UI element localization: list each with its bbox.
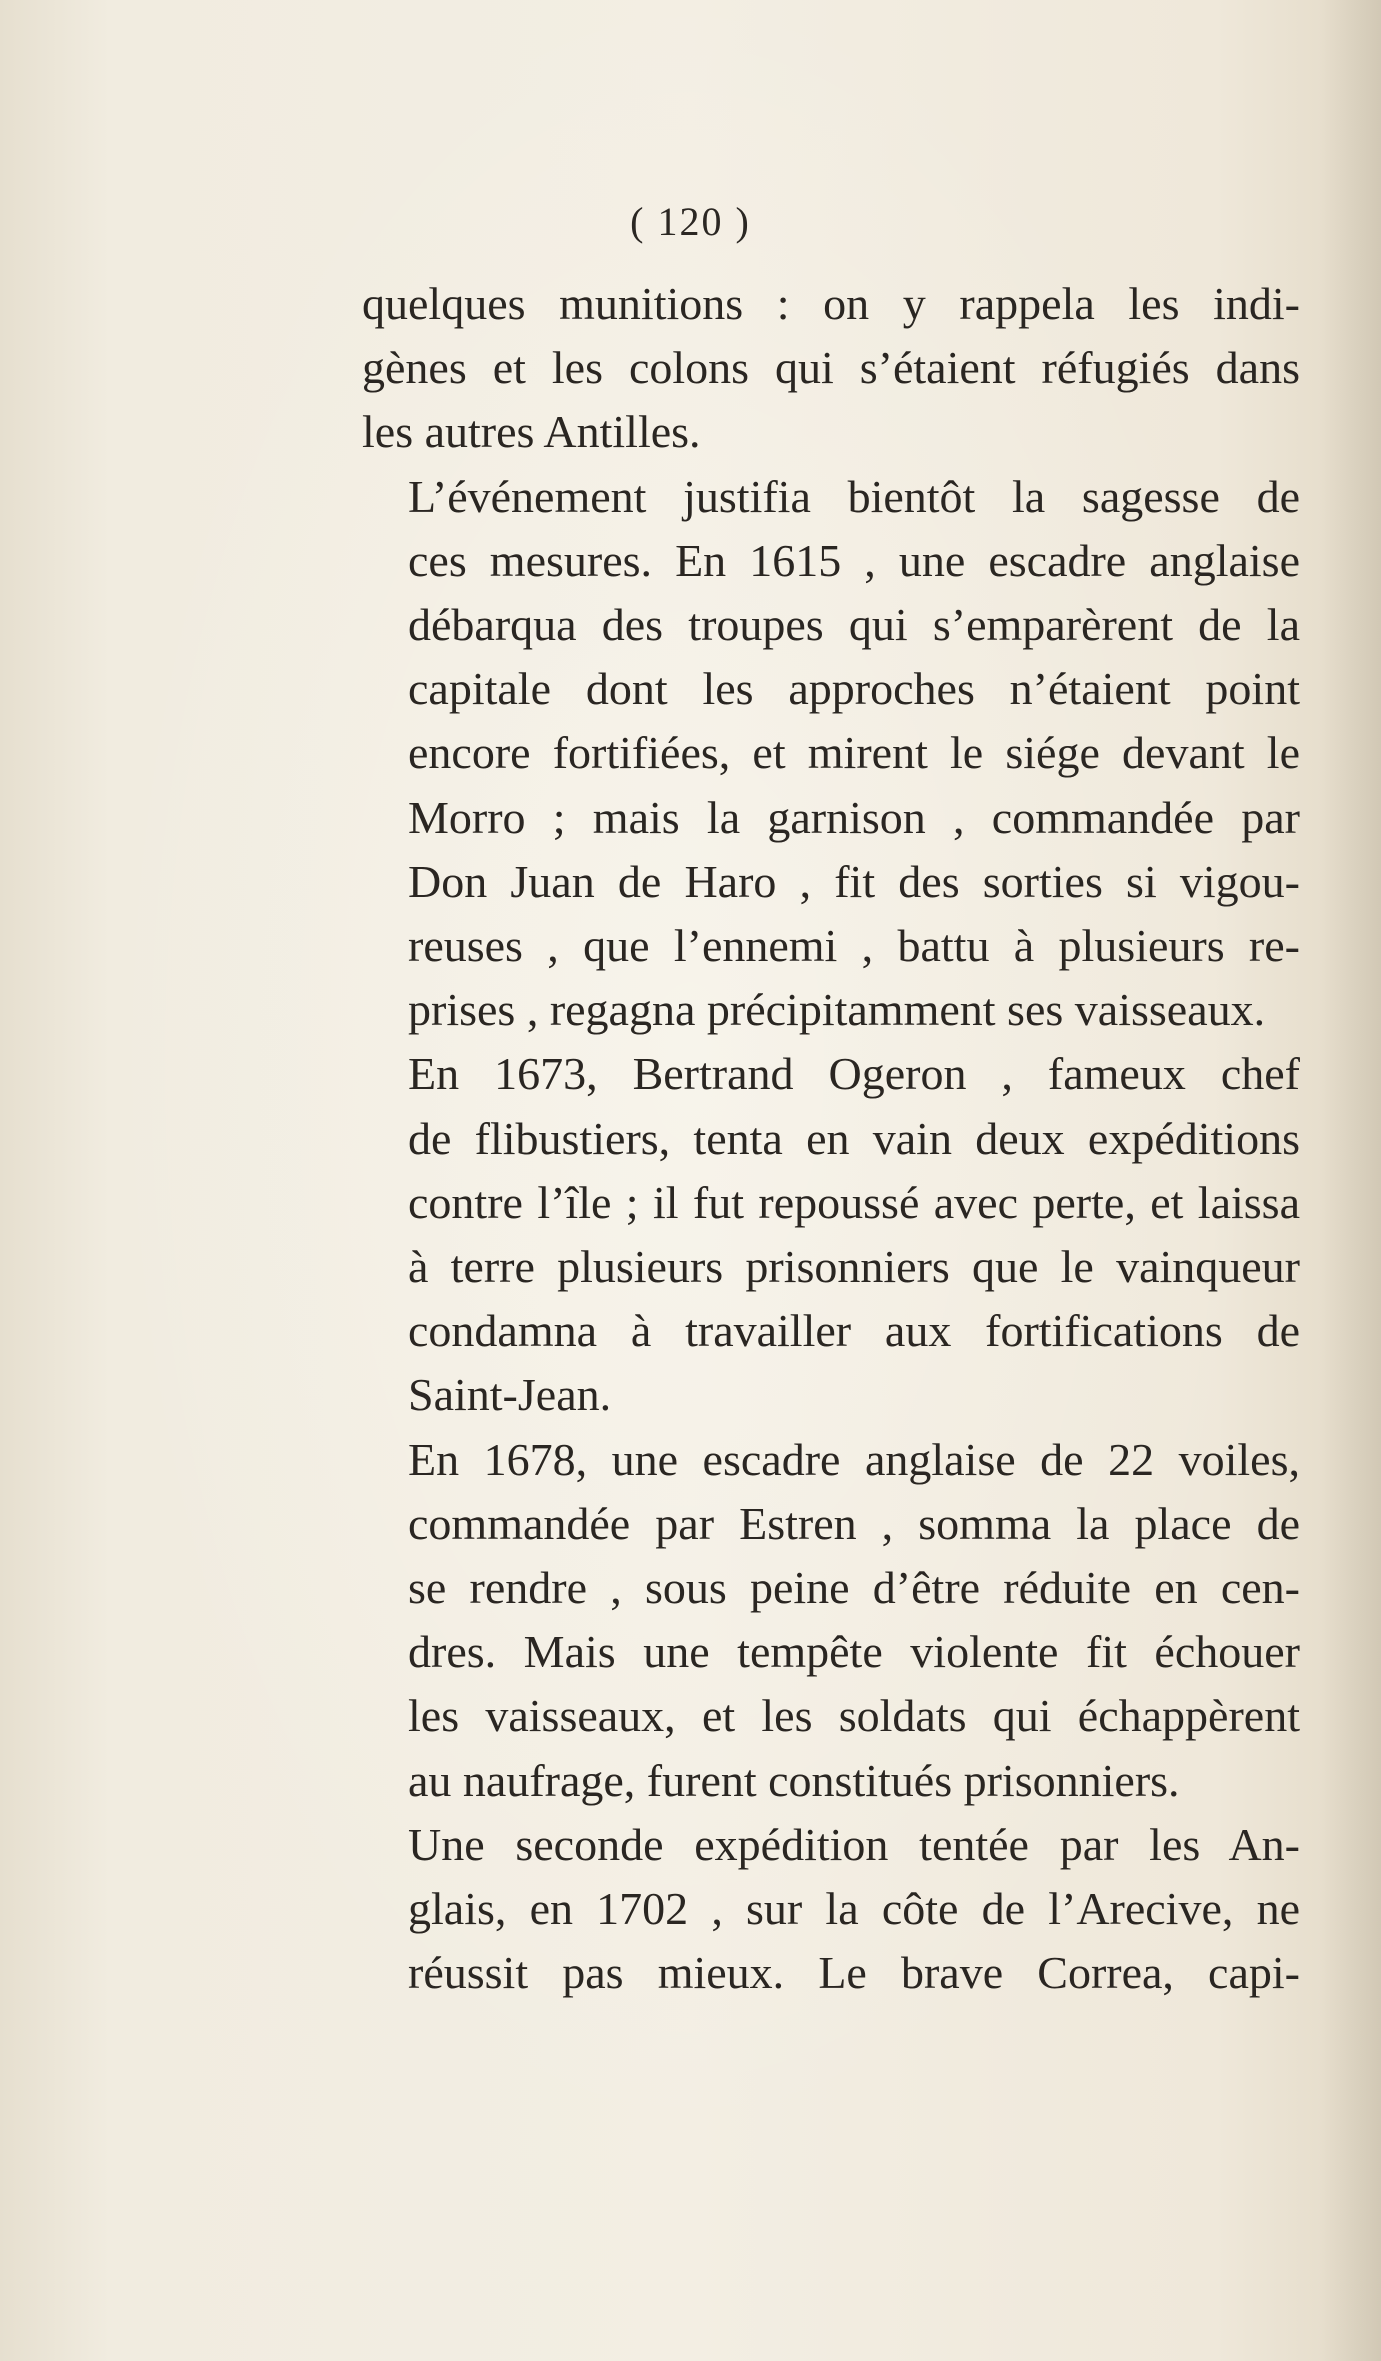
text-line: L’événement justifia bientôt la sagesse de: [408, 470, 1300, 522]
text-line: commandée par Estren , somma la place de: [408, 1497, 1300, 1549]
paragraph-3: [362, 1042, 1300, 1427]
text-line: ces mesures. En 1615 , une escadre anglaise: [408, 534, 1300, 586]
text-line: Morro ; mais la garnison , commandée par: [408, 791, 1300, 843]
paragraph-2: [362, 465, 1300, 1043]
body-text: [362, 272, 1300, 2005]
text-line: les vaisseaux, et les soldats qui échappèrent: [408, 1690, 1300, 1742]
page-number: ( 120 ): [630, 199, 751, 244]
text-line: prises , regagna précipitamment ses vaisseaux.: [408, 984, 1266, 1036]
text-line: au naufrage, furent constitués prisonniers.: [408, 1754, 1180, 1806]
paragraph-4: [362, 1428, 1300, 1813]
text-line: dres. Mais une tempête violente fit échouer: [408, 1626, 1300, 1678]
text-line: Une seconde expédition tentée par les An-: [408, 1818, 1300, 1870]
text-line: quelques munitions : on y rappela les indi-: [362, 278, 1300, 329]
text-line: à terre plusieurs prisonniers que le vainqueur: [408, 1241, 1300, 1293]
page-edge-shadow: [1321, 0, 1381, 2361]
text-line: condamna à travailler aux fortifications de: [408, 1305, 1300, 1357]
text-line: capitale dont les approches n’étaient point: [408, 663, 1300, 715]
text-line: Saint-Jean.: [408, 1369, 612, 1421]
text-line: En 1673, Bertrand Ogeron , fameux chef: [408, 1048, 1300, 1100]
paragraph-5: [362, 1813, 1300, 2006]
text-line: de flibustiers, tenta en vain deux expéditions: [408, 1112, 1300, 1164]
text-line: encore fortifiées, et mirent le siége devant le: [408, 727, 1300, 779]
text-line: se rendre , sous peine d’être réduite en cen-: [408, 1562, 1300, 1614]
text-line: réussit pas mieux. Le brave Correa, capi-: [408, 1947, 1300, 1999]
text-line: Don Juan de Haro , fit des sorties si vigou-: [408, 855, 1300, 907]
text-line: glais, en 1702 , sur la côte de l’Arecive, ne: [408, 1883, 1300, 1935]
paragraph-1: [362, 272, 1300, 465]
text-line: débarqua des troupes qui s’emparèrent de la: [408, 599, 1300, 651]
text-line: reuses , que l’ennemi , battu à plusieurs re-: [408, 920, 1300, 972]
text-line: En 1678, une escadre anglaise de 22 voiles,: [408, 1433, 1300, 1485]
text-line: les autres Antilles.: [362, 406, 701, 458]
text-line: gènes et les colons qui s’étaient réfugiés dans: [362, 342, 1300, 394]
text-line: contre l’île ; il fut repoussé avec perte, et laissa: [408, 1176, 1300, 1228]
